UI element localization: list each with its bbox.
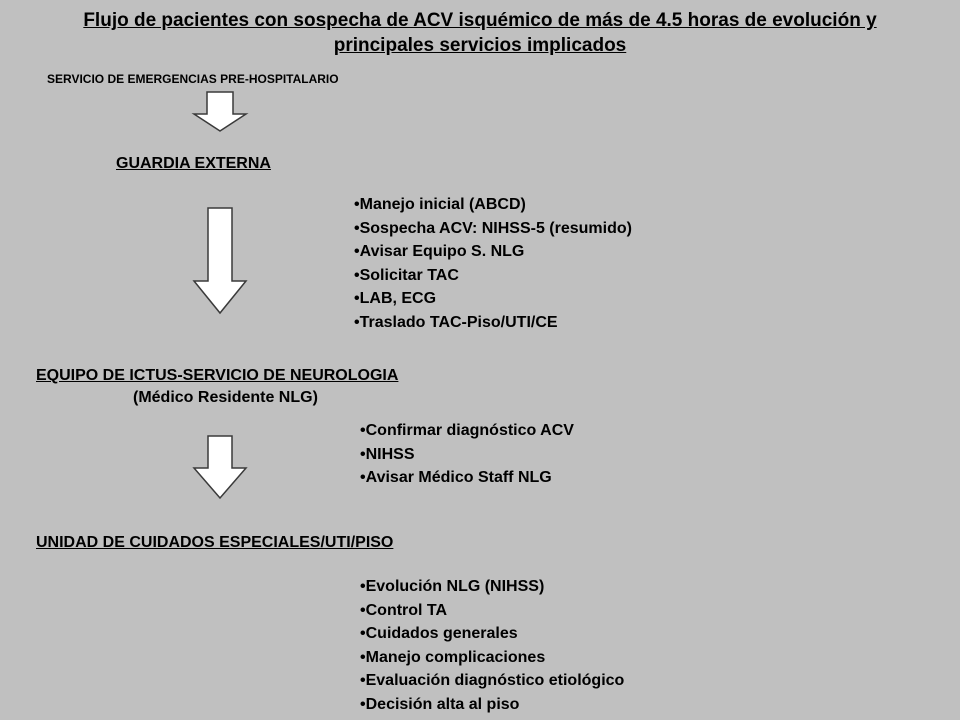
list-item: • Avisar Médico Staff NLG (360, 466, 574, 490)
down-arrow-2 (193, 207, 249, 315)
list-item: • Sospecha ACV: NIHSS-5 (resumido) (354, 217, 632, 241)
title-line-1: Flujo de pacientes con sospecha de ACV isquémico de más de 4.5 horas de evolución y (83, 10, 877, 31)
node-equipo-ictus: EQUIPO DE ICTUS-SERVICIO DE NEUROLOGIA (36, 367, 399, 384)
down-arrow-1 (192, 91, 248, 133)
list-item: • Avisar Equipo S. NLG (354, 240, 632, 264)
equipo-actions-list (360, 419, 574, 490)
list-item: • Solicitar TAC (354, 264, 632, 288)
list-item: • Confirmar diagnóstico ACV (360, 419, 574, 443)
title-line-2: principales servicios implicados (333, 35, 627, 56)
diagram-title (0, 8, 960, 58)
list-item: • Evolución NLG (NIHSS) (360, 575, 624, 599)
list-item: • Cuidados generales (360, 622, 624, 646)
list-item: • Traslado TAC-Piso/UTI/CE (354, 311, 632, 335)
node-prehospital: SERVICIO DE EMERGENCIAS PRE-HOSPITALARIO (47, 72, 339, 86)
list-item: • Manejo inicial (ABCD) (354, 193, 632, 217)
node-equipo-ictus-subtitle: (Médico Residente NLG) (133, 389, 318, 406)
down-arrow-3 (193, 435, 249, 501)
node-unidad-cuidados: UNIDAD DE CUIDADOS ESPECIALES/UTI/PISO (36, 534, 394, 551)
list-item: • Decisión alta al piso (360, 693, 624, 717)
list-item: • Manejo complicaciones (360, 646, 624, 670)
list-item: • LAB, ECG (354, 287, 632, 311)
list-item: • Control TA (360, 599, 624, 623)
list-item: • Evaluación diagnóstico etiológico (360, 669, 624, 693)
guardia-actions-list (354, 193, 632, 334)
list-item: • NIHSS (360, 443, 574, 467)
unidad-actions-list (360, 575, 624, 716)
node-guardia-externa: GUARDIA EXTERNA (116, 155, 271, 172)
